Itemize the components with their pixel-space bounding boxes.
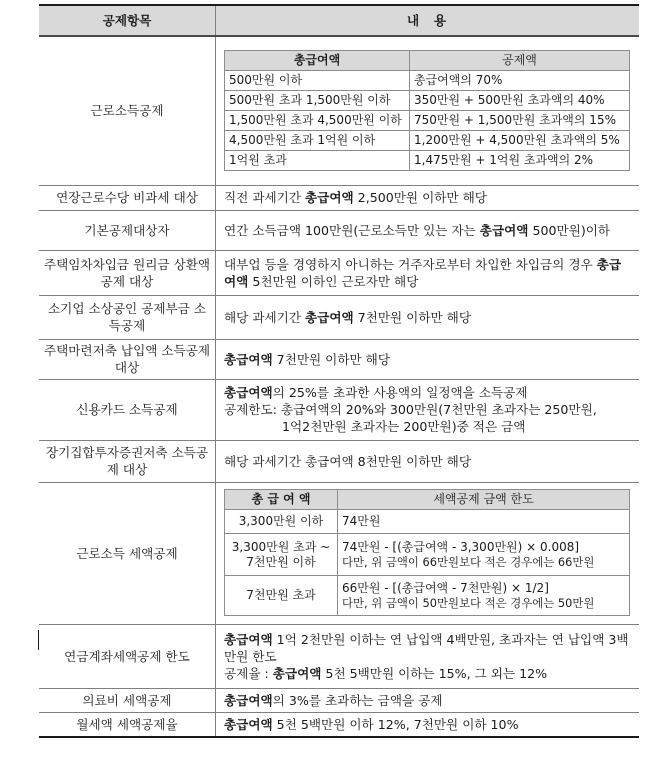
subtable-cell: 750만원 + 1,500만원 초과액의 15% (410, 110, 630, 130)
row-label: 근로소득 세액공제 (39, 482, 216, 624)
subtable-cell: 500만원 이하 (225, 70, 410, 90)
cell-line: 다만, 위 금액이 50만원보다 적은 경우에는 50만원 (342, 595, 595, 610)
row-label: 의료비 세액공제 (39, 688, 216, 712)
row-content (216, 339, 640, 379)
row-label: 월세액 세액공제율 (39, 712, 216, 737)
content-bold: 총급여액 (305, 309, 354, 325)
subtable-cell: 4,500만원 초과 1억원 이하 (225, 130, 410, 150)
content-bold: 총급여액 (272, 665, 322, 681)
table-row (39, 250, 639, 295)
row-content: 해당 과세기간 총급여액 8천만원 이하만 해당 (216, 440, 640, 482)
content-text: 1억 2천만원 이하는 연 납입액 4백만원, 초과자는 연 납입액 3백만원 한도 (224, 631, 629, 664)
content-text: 의 3%를 초과하는 금액을 공제 (272, 692, 443, 708)
deduction-table-wrapper (39, 4, 639, 738)
subtable-cell (338, 576, 630, 616)
row-label: 근로소득공제 (39, 36, 216, 185)
row-label: 소기업 소상공인 공제부금 소득공제 (39, 295, 216, 339)
table-row (39, 339, 639, 379)
subtable-cell: 7천만원 초과 (225, 576, 338, 616)
subtable-header: 총급여액 (225, 50, 410, 70)
row-content (216, 36, 640, 185)
subtable-cell: 1,200만원 + 4,500만원 초과액의 5% (410, 130, 630, 150)
table-row (39, 36, 639, 185)
subtable-header-row (225, 490, 630, 510)
subtable-cell: 1,500만원 초과 4,500만원 이하 (225, 110, 410, 130)
row-content (216, 250, 640, 295)
subtable-header: 총 급 여 액 (225, 490, 338, 510)
row-label: 기본공제대상자 (39, 210, 216, 250)
subtable-row (225, 70, 630, 90)
row-label: 연금계좌세액공제 한도 (39, 624, 216, 688)
content-text: 5천 5백만원 이하 12%, 7천만원 이하 10% (272, 716, 519, 732)
subtable-cell: 3,300만원 이하 (225, 510, 338, 534)
cell-line: 다만, 위 금액이 66만원보다 적은 경우에는 66만원 (342, 554, 595, 569)
content-bold: 총급여액 (224, 631, 273, 647)
table-row (39, 712, 639, 737)
header-item: 공제항목 (39, 5, 216, 36)
earned-income-deduction-table (224, 50, 630, 171)
subtable-row (225, 534, 630, 576)
content-line: 공제한도: 총급여액의 20%와 300만원(7천만원 초과자는 250만원, (224, 402, 597, 417)
table-row (39, 185, 639, 210)
content-bold: 총급여액 (224, 692, 273, 708)
content-bold: 총급여액 (224, 385, 273, 400)
content-text: 5천만원 이하인 근로자만 해당 (248, 273, 419, 289)
row-content (216, 688, 640, 712)
content-text: 공제율 : (224, 665, 273, 681)
subtable-cell: 500만원 초과 1,500만원 이하 (225, 90, 410, 110)
subtable-cell: 1,475만원 + 1억원 초과액의 2% (410, 150, 630, 170)
content-text: 7천만원 이하만 해당 (353, 309, 472, 325)
table-row (39, 379, 639, 440)
row-content (216, 712, 640, 737)
subtable-cell (338, 510, 630, 534)
row-label: 연장근로수당 비과세 대상 (39, 185, 216, 210)
content-line (224, 665, 633, 682)
table-header-row (39, 5, 639, 36)
table-row (39, 688, 639, 712)
content-bold: 총급여액 (224, 351, 273, 367)
tax-credit-table (224, 489, 630, 616)
row-content (216, 185, 640, 210)
content-text: 2,500만원 이하만 해당 (353, 190, 487, 205)
content-line (224, 384, 633, 401)
subtable-row (225, 90, 630, 110)
content-text: 7천만원 이하만 해당 (272, 351, 391, 367)
subtable-row (225, 576, 630, 616)
row-label: 장기집합투자증권저축 소득공제 대상 (39, 440, 216, 482)
row-content (216, 210, 640, 250)
content-bold: 총급여액 (305, 190, 354, 205)
content-text: 대부업 등을 경영하지 아니하는 거주자로부터 차입한 차입금의 경우 (224, 256, 597, 272)
table-row (39, 440, 639, 482)
header-content: 내 용 (216, 5, 640, 36)
subtable-header-row (225, 50, 630, 70)
content-text: 5천 5백만원 이하는 15%, 그 외는 12% (321, 665, 548, 681)
content-text: 의 25%를 초과한 사용액의 일정액을 소득공제 (272, 385, 528, 400)
deduction-table (39, 4, 639, 738)
content-line: 1억2천만원 초과자는 200만원)중 적은 금액 (282, 419, 526, 434)
subtable-header: 세액공제 금액 한도 (338, 490, 630, 510)
subtable-row (225, 110, 630, 130)
content-text: 해당 과세기간 (224, 309, 305, 325)
row-content (216, 624, 640, 688)
cell-line: 66만원 - [(총급여액 - 7천만원) × 1/2] (342, 580, 549, 595)
subtable-row (225, 130, 630, 150)
edge-marker (38, 630, 39, 650)
table-row (39, 482, 639, 624)
content-line (224, 631, 633, 665)
row-content (216, 482, 640, 624)
subtable-row (225, 510, 630, 534)
content-bold: 총급여액 (224, 256, 622, 289)
content-text: 500만원)이하 (528, 222, 611, 238)
row-content (216, 379, 640, 440)
cell-line: 74만원 - [(총급여액 - 3,300만원) × 0.008] (342, 539, 580, 554)
row-label: 신용카드 소득공제 (39, 379, 216, 440)
cell-line: 74만원 (342, 514, 381, 528)
subtable-cell: 3,300만원 초과 ~ 7천만원 이하 (225, 534, 338, 576)
subtable-cell: 1억원 초과 (225, 150, 410, 170)
content-bold: 총급여액 (224, 716, 273, 732)
table-row (39, 210, 639, 250)
content-text: 연간 소득금액 100만원(근로소득만 있는 자는 (224, 222, 480, 238)
row-label: 주택임차차입금 원리금 상환액 공제 대상 (39, 250, 216, 295)
content-bold: 총급여액 (479, 222, 529, 238)
subtable-cell: 총급여액의 70% (410, 70, 630, 90)
content-text: 직전 과세기간 (224, 190, 305, 205)
table-row (39, 295, 639, 339)
row-content (216, 295, 640, 339)
subtable-row (225, 150, 630, 170)
row-label: 주택마련저축 납입액 소득공제 대상 (39, 339, 216, 379)
subtable-header: 공제액 (410, 50, 630, 70)
table-row (39, 624, 639, 688)
subtable-cell (338, 534, 630, 576)
subtable-cell: 350만원 + 500만원 초과액의 40% (410, 90, 630, 110)
